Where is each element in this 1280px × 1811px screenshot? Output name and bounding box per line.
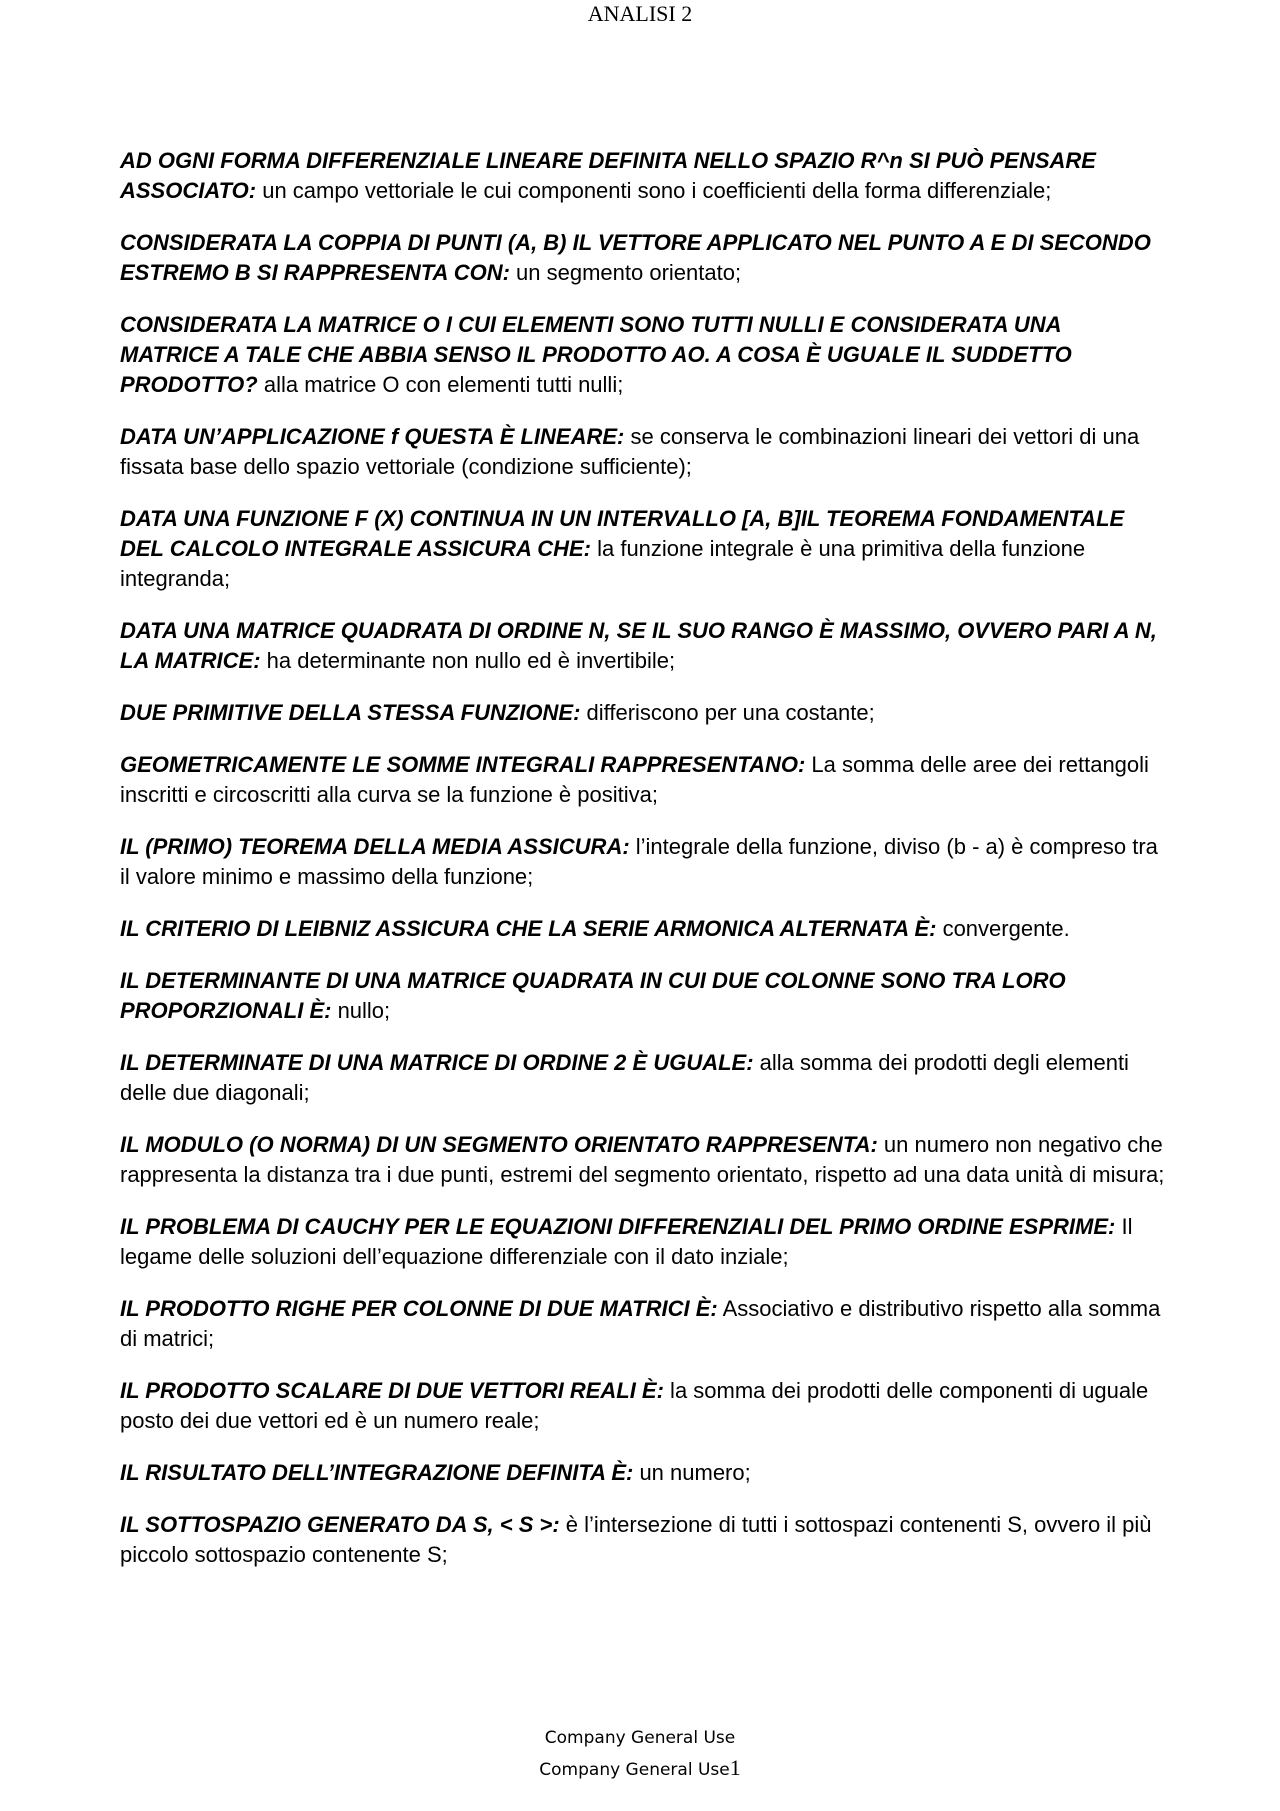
answer: Associativo e distributivo rispetto alla somma di matrici; bbox=[120, 1296, 1161, 1351]
answer: la funzione integrale è una primitiva della funzione integranda; bbox=[120, 536, 1086, 591]
page-number: 1 bbox=[729, 1755, 741, 1780]
question: IL MODULO (O NORMA) DI UN SEGMENTO ORIENTATO RAPPRESENTA: bbox=[120, 1132, 878, 1157]
question: AD OGNI FORMA DIFFERENZIALE LINEARE DEFINITA NELLO SPAZIO R^n SI PUÒ PENSARE ASSOCIATO: bbox=[120, 148, 1096, 203]
qa-entry bbox=[120, 1048, 1165, 1108]
answer: un numero; bbox=[633, 1460, 751, 1485]
qa-entry bbox=[120, 1458, 1165, 1488]
answer: un numero non negativo che rappresenta la distanza tra i due punti, estremi del segmento orientato, rispetto ad una data unità di misura; bbox=[120, 1132, 1165, 1187]
classification-label: Company General Use bbox=[544, 1728, 736, 1748]
question: IL PRODOTTO SCALARE DI DUE VETTORI REALI È: bbox=[120, 1378, 664, 1403]
question: IL DETERMINANTE DI UNA MATRICE QUADRATA IN CUI DUE COLONNE SONO TRA LORO PROPORZIONALI È: bbox=[120, 968, 1066, 1023]
page-header bbox=[0, 0, 1280, 28]
qa-entry bbox=[120, 504, 1165, 594]
qa-entry bbox=[120, 146, 1165, 206]
answer: la somma dei prodotti delle componenti di uguale posto dei due vettori ed è un numero reale; bbox=[120, 1378, 1149, 1433]
page-footer bbox=[0, 1724, 1280, 1785]
qa-entry bbox=[120, 750, 1165, 810]
question: IL SOTTOSPAZIO GENERATO DA S, < S >: bbox=[120, 1512, 560, 1537]
question: IL RISULTATO DELL’INTEGRAZIONE DEFINITA È: bbox=[120, 1460, 634, 1485]
answer: alla somma dei prodotti degli elementi delle due diagonali; bbox=[120, 1050, 1129, 1105]
question: IL CRITERIO DI LEIBNIZ ASSICURA CHE LA SERIE ARMONICA ALTERNATA È: bbox=[120, 916, 937, 941]
answer: alla matrice O con elementi tutti nulli; bbox=[257, 372, 624, 397]
answer: se conserva le combinazioni lineari dei vettori di una fissata base dello spazio vettoriale (condizione sufficiente); bbox=[120, 424, 1140, 479]
document-body bbox=[120, 146, 1165, 1592]
qa-entry bbox=[120, 616, 1165, 676]
question: DATA UNA MATRICE QUADRATA DI ORDINE N, SE IL SUO RANGO È MASSIMO, OVVERO PARI A N, LA MATRICE: bbox=[120, 618, 1157, 673]
question: IL DETERMINATE DI UNA MATRICE DI ORDINE 2 È UGUALE: bbox=[120, 1050, 754, 1075]
qa-entry bbox=[120, 966, 1165, 1026]
qa-entry bbox=[120, 1510, 1165, 1570]
answer: convergente. bbox=[936, 916, 1070, 941]
question: IL PRODOTTO RIGHE PER COLONNE DI DUE MATRICI È: bbox=[120, 1296, 718, 1321]
qa-entry bbox=[120, 310, 1165, 400]
qa-entry bbox=[120, 422, 1165, 482]
qa-entry bbox=[120, 1376, 1165, 1436]
question: CONSIDERATA LA MATRICE O I CUI ELEMENTI SONO TUTTI NULLI E CONSIDERATA UNA MATRICE A TALE CHE ABBIA SENSO IL PRODOTTO AO. A COSA È UGUALE IL SUDDETTO PRODOTTO? bbox=[120, 312, 1072, 397]
qa-entry bbox=[120, 228, 1165, 288]
question: IL (PRIMO) TEOREMA DELLA MEDIA ASSICURA: bbox=[120, 834, 630, 859]
qa-entry bbox=[120, 698, 1165, 728]
question: DUE PRIMITIVE DELLA STESSA FUNZIONE: bbox=[120, 700, 581, 725]
question: CONSIDERATA LA COPPIA DI PUNTI (A, B) IL VETTORE APPLICATO NEL PUNTO A E DI SECONDO ESTREMO B SI RAPPRESENTA CON: bbox=[120, 230, 1151, 285]
answer: differiscono per una costante; bbox=[580, 700, 875, 725]
answer: La somma delle aree dei rettangoli inscritti e circoscritti alla curva se la funzione è positiva; bbox=[120, 752, 1149, 807]
question: DATA UN’APPLICAZIONE f QUESTA È LINEARE: bbox=[120, 424, 625, 449]
answer: l’integrale della funzione, diviso (b - a) è compreso tra il valore minimo e massimo della funzione; bbox=[120, 834, 1158, 889]
question: DATA UNA FUNZIONE F (X) CONTINUA IN UN INTERVALLO [A, B]IL TEOREMA FONDAMENTALE DEL CALCOLO INTEGRALE ASSICURA CHE: bbox=[120, 506, 1125, 561]
classification-label: Company General Use bbox=[539, 1760, 730, 1780]
qa-entry bbox=[120, 1130, 1165, 1190]
question: IL PROBLEMA DI CAUCHY PER LE EQUAZIONI DIFFERENZIALI DEL PRIMO ORDINE ESPRIME: bbox=[120, 1214, 1116, 1239]
qa-entry bbox=[120, 1212, 1165, 1272]
qa-entry bbox=[120, 1294, 1165, 1354]
answer: Il legame delle soluzioni dell’equazione differenziale con il dato inziale; bbox=[120, 1214, 1133, 1269]
answer: nullo; bbox=[331, 998, 391, 1023]
footer-classification-line bbox=[0, 1724, 1280, 1753]
footer-classification-line bbox=[0, 1753, 1280, 1785]
answer: è l’intersezione di tutti i sottospazi contenenti S, ovvero il più piccolo sottospazio contenente S; bbox=[120, 1512, 1152, 1567]
answer: un segmento orientato; bbox=[509, 260, 742, 285]
answer: un campo vettoriale le cui componenti sono i coefficienti della forma differenziale; bbox=[256, 178, 1052, 203]
header-title: ANALISI 2 bbox=[587, 1, 693, 26]
qa-entry bbox=[120, 832, 1165, 892]
question: GEOMETRICAMENTE LE SOMME INTEGRALI RAPPRESENTANO: bbox=[120, 752, 806, 777]
qa-entry bbox=[120, 914, 1165, 944]
answer: ha determinante non nullo ed è invertibile; bbox=[260, 648, 676, 673]
